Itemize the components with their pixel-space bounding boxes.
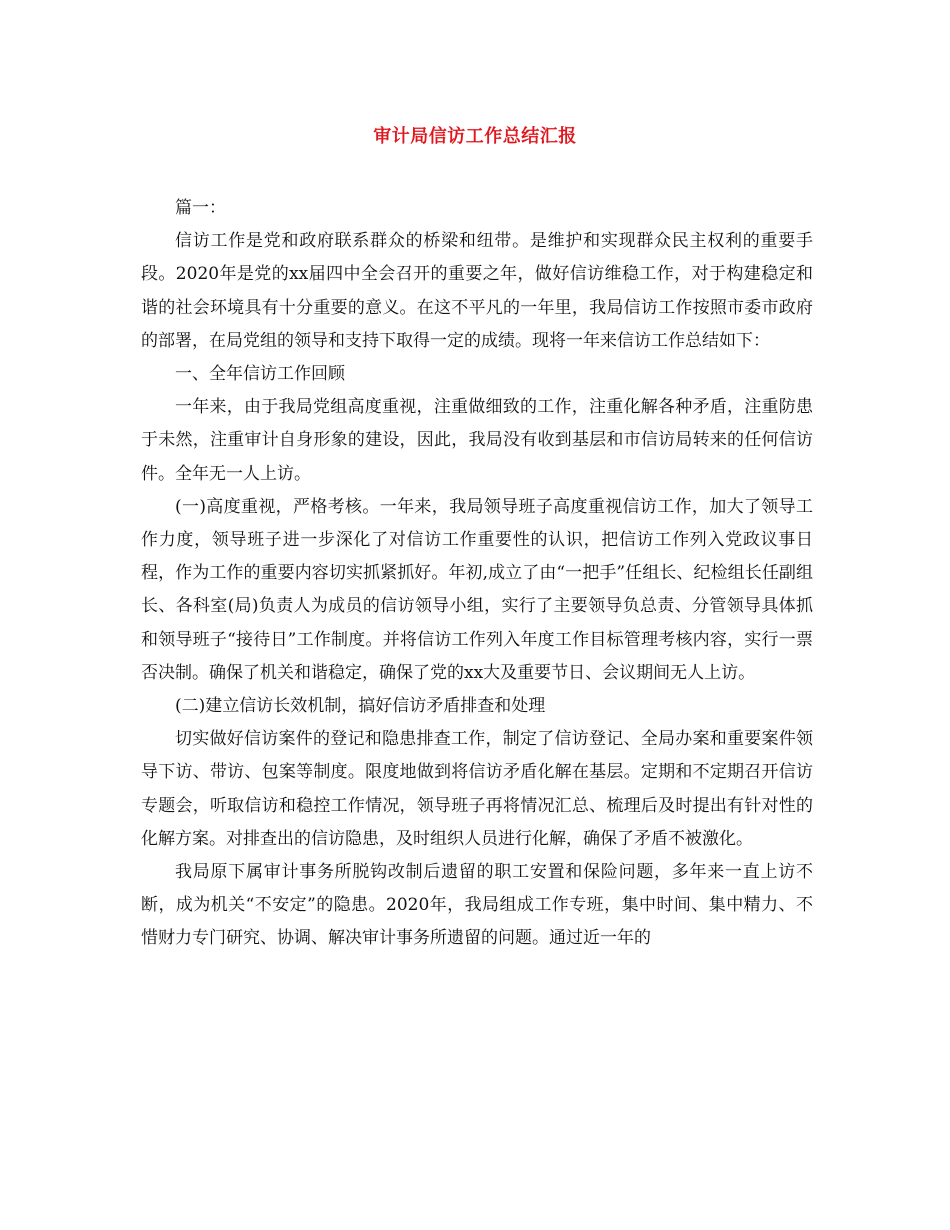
section-heading-review: 一、全年信访工作回顾 [175,364,345,385]
paragraph-intro: 信访工作是党和政府联系群众的桥梁和纽带。是维护和实现群众民主权利的重要手段。2020年是党的xx届四中全会召开的重要之年，做好信访维稳工作，对于构建稳定和谐的社会环境具有十分重要的意义。在这不平凡的一年里，我局信访工作按照市委市政府的部署，在局党组的领导和支持下取得一定的成绩。现将一年来信访工作总结如下： [141,231,813,351]
paragraph-review: 一年来，由于我局党组高度重视，注重做细致的工作，注重化解各种矛盾，注重防患于未然，注重审计自身形象的建设，因此，我局没有收到基层和市信访局转来的任何信访件。全年无一人上访。 [141,397,813,484]
paragraph-emphasis-assessment: (一)高度重视，严格考核。一年来，我局领导班子高度重视信访工作，加大了领导工作力度，领导班子进一步深化了对信访工作重要性的认识，把信访工作列入党政议事日程，作为工作的重要内容切实抓紧抓好。年初,成立了由“一把手”任组长、纪检组长任副组长、各科室(局)负责人为成员的信访领导小组，实行了主要领导负总责、分管领导具体抓和领导班子“接待日”工作制度。并将信访工作列入年度工作目标管理考核内容，实行一票否决制。确保了机关和谐稳定，确保了党的xx大及重要节日、会议期间无人上访。 [141,496,813,683]
paragraph-mechanism: 切实做好信访案件的登记和隐患排查工作，制定了信访登记、全局办案和重要案件领导下访、带访、包案等制度。限度地做到将信访矛盾化解在基层。定期和不定期召开信访专题会，听取信访和稳控工作情况，领导班子再将情况汇总、梳理后及时提出有针对性的化解方案。对排查出的信访隐患，及时组织人员进行化解，确保了矛盾不被激化。 [141,729,813,849]
paragraph-legacy-issues: 我局原下属审计事务所脱钩改制后遗留的职工安置和保险问题，多年来一直上访不断，成为机关“不安定”的隐患。2020年，我局组成工作专班，集中时间、集中精力、不惜财力专门研究、协调、解决审计事务所遗留的问题。通过近一年的 [141,862,813,949]
subheading-mechanism: (二)建立信访长效机制，搞好信访矛盾排查和处理 [175,696,546,717]
document-body [141,192,813,956]
document-title: 审计局信访工作总结汇报 [373,126,577,147]
section-label: 篇一： [175,198,226,218]
